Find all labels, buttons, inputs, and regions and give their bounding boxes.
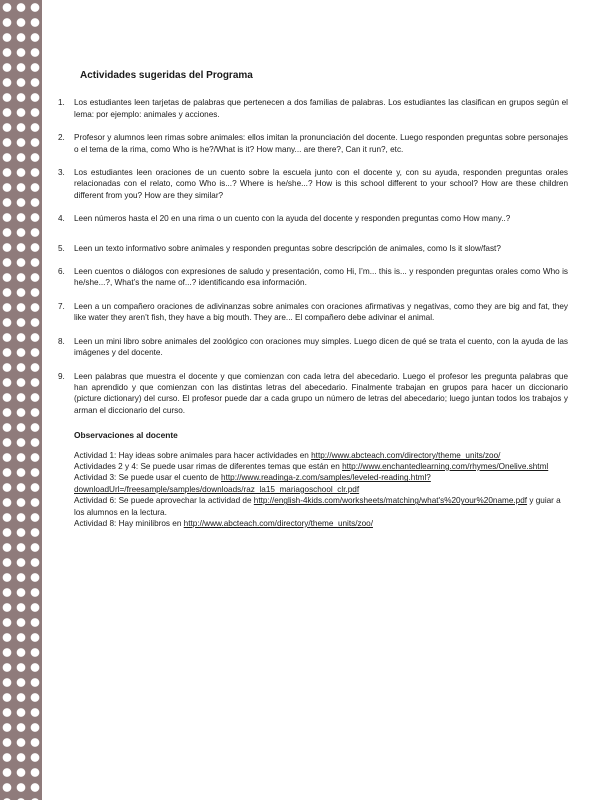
item-number: 3. — [58, 168, 65, 178]
item-number: 6. — [58, 267, 65, 277]
note-text: Actividad 1: Hay ideas sobre animales para hacer actividades en — [74, 450, 312, 460]
resource-link[interactable]: http://www.abcteach.com/directory/theme_units/zoo/ — [311, 450, 501, 460]
note-text: Actividad 8: Hay minilibros en — [74, 518, 184, 528]
activity-list — [58, 97, 568, 416]
list-item — [58, 266, 568, 289]
item-text: Leen palabras que muestra el docente y que comienzan con cada letra del abecedario. Luego el profesor les pregunta palabras que han aprendido y que comienzan con las distintas letras del abecedario. Finalmente trabajan en grupos para hacer un diccionario (picture dictionary) del curso. El profesor puede dar a cada grupo un número de letras del abecedario; luego juntan todos los trabajos y arman el diccionario del curso. — [74, 371, 568, 415]
document-title: Actividades sugeridas del Programa — [80, 70, 253, 81]
note-text: Actividad 3: Se puede usar el cuento de — [74, 473, 222, 483]
item-number: 8. — [58, 336, 65, 346]
document-page — [58, 70, 568, 529]
resource-link[interactable]: http://www.abcteach.com/directory/theme_units/zoo/ — [183, 518, 373, 528]
note-text: y guiar a los alumnos en la lectura. — [74, 496, 561, 517]
item-text: Leen cuentos o diálogos con expresiones de saludo y presentación, como Hi, I’m... this is... y responden preguntas orales como Who is he/she...?, What’s the name of...? identificando esa información. — [74, 267, 568, 288]
observations-heading: Observaciones al docente — [74, 430, 178, 441]
note-line — [74, 472, 568, 495]
list-item — [58, 371, 568, 417]
item-text: Profesor y alumnos leen rimas sobre animales: ellos imitan la pronunciación del docente. Luego responden preguntas sobre personajes o el tema de la rima, como Who is he?/What is it? How many... are there?, Can it run?, etc. — [74, 133, 568, 154]
item-text: Los estudiantes leen oraciones de un cuento sobre la escuela junto con el docente y, con su ayuda, responden preguntas orales relacionadas con el relato, como Who is...? Where is he/she...? How is this school different to your school? How are these children different from you? How are they similar? — [74, 168, 568, 200]
list-item — [58, 132, 568, 155]
note-line — [74, 495, 568, 518]
decorative-side-strip — [0, 0, 42, 800]
item-number: 9. — [58, 371, 65, 381]
item-text: Los estudiantes leen tarjetas de palabras que pertenecen a dos familias de palabras. Los estudiantes las clasifican en grupos según el lema: por ejemplo: animales y acciones. — [74, 98, 568, 119]
item-number: 2. — [58, 133, 65, 143]
item-number: 7. — [58, 301, 65, 311]
observations-notes — [74, 450, 568, 530]
list-item — [58, 167, 568, 201]
note-line — [74, 461, 568, 472]
item-text: Leen un mini libro sobre animales del zoológico con oraciones muy simples. Luego dicen de qué se trata el cuento, con la ayuda de las imágenes y del docente. — [74, 336, 568, 358]
item-text: Leen números hasta el 20 en una rima o un cuento con la ayuda del docente y responden preguntas como How many..? — [74, 214, 511, 224]
list-item — [58, 97, 568, 120]
item-text: Leen a un compañero oraciones de adivinanzas sobre animales con oraciones afirmativas y negativas, como they are big and fat, they like water they aren’t fish, they have a big mouth. They are... El compañero debe adivinar el animal. — [74, 301, 568, 323]
item-text: Leen un texto informativo sobre animales y responden preguntas sobre descripción de animales, como Is it slow/fast? — [74, 243, 501, 253]
note-line — [74, 450, 568, 461]
resource-link[interactable]: http://english-4kids.com/worksheets/matching/what's%20your%20name.pdf — [253, 496, 528, 506]
note-text: Actividades 2 y 4: Se puede usar rimas de diferentes temas que están en — [74, 461, 343, 471]
list-item — [58, 243, 568, 254]
list-item — [58, 301, 568, 324]
list-item — [58, 336, 568, 359]
note-line — [74, 518, 568, 529]
item-number: 5. — [58, 243, 65, 253]
item-number: 4. — [58, 214, 65, 224]
resource-link[interactable]: http://www.enchantedlearning.com/rhymes/Onelive.shtml — [342, 461, 549, 471]
note-text: Actividad 6: Se puede aprovechar la actividad de — [74, 496, 254, 506]
list-item — [58, 213, 568, 224]
resource-link[interactable]: http://www.readinga-z.com/samples/leveled-reading.html?downloadUrl=/freesample/samples/downloads/raz_la15_mariagoschool_clr.pdf — [74, 473, 431, 494]
item-number: 1. — [58, 98, 65, 108]
